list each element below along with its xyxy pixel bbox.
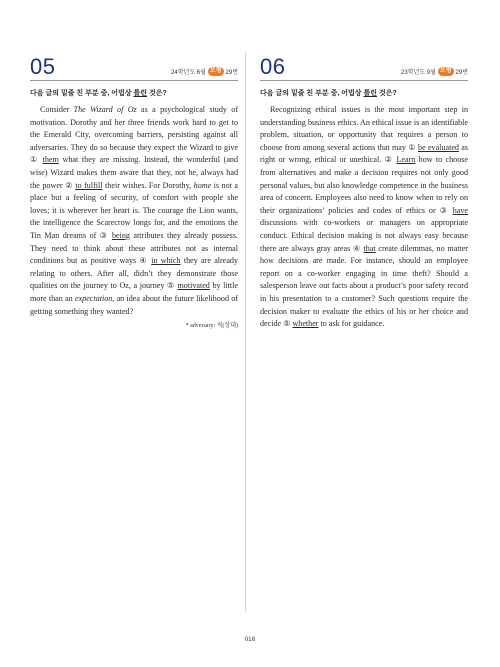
passage-text [260, 104, 468, 331]
question-header [260, 52, 468, 78]
passage-segment: is not a place but a feeling of security, of comfort with people she loves; it is wherever her heart is. The courage the Lion wants, the intelligence the Scarecrow longs for, and the emotions the Tin Man dreams of ③ [30, 180, 238, 240]
passage-segment: by little more than an [30, 281, 238, 303]
passage-segment: discussions with co-workers or managers on appropriate conduct. Ethical decision making is not always easy because there are always gray areas ④ [260, 218, 468, 253]
source-year: 23학년도 9월 [401, 70, 436, 76]
passage-segment: create dilemmas, no matter how decisions are made. For instance, should an employee report on a co-worker engaging in time theft? Should a salesperson leave out facts about a product’s poor safety record in his presentation to a customer? Such questions require the decision maker to evaluate the ethics of his or her choice and decide ⑤ [260, 243, 468, 329]
instruction-text-end: 것은? [377, 90, 397, 97]
source-badge: 모평 [209, 68, 222, 74]
question-instruction [30, 89, 238, 98]
instruction-text-end: 것은? [147, 90, 167, 97]
column-divider [245, 52, 246, 612]
passage-segment: what they are missing. Instead, the wonderful (and wise) Wizard makes them aware that they, not he, always had the power ② [30, 155, 239, 190]
question-source [401, 67, 468, 78]
header-rule [260, 80, 468, 81]
question-source [171, 67, 238, 78]
underlined-choice: them [42, 155, 59, 165]
underlined-choice: to fulfill [75, 180, 103, 190]
underlined-choice: Learn [396, 155, 416, 165]
passage-segment: as right or wrong, ethical or unethical. ② [260, 142, 469, 165]
underlined-choice: motivated [177, 281, 210, 291]
italic-phrase: The Wizard of Oz [73, 105, 137, 114]
passage-segment: to ask for guidance. [318, 319, 385, 329]
passage-text [30, 104, 238, 318]
question-number: 06 [260, 54, 286, 79]
question-06 [260, 52, 468, 331]
source-number: 29번 [455, 70, 468, 76]
footnote: * adversary: 적(상대) [185, 323, 238, 330]
underlined-choice: be evaluated [418, 142, 459, 152]
passage-segment: Consider [40, 105, 74, 114]
header-rule [30, 80, 238, 81]
question-05 [30, 52, 238, 329]
instruction-emphasis: 틀린 [363, 90, 377, 97]
question-header [30, 52, 238, 78]
italic-phrase: expectation [74, 293, 113, 303]
passage-segment: attributes they already possess. They need to think about these attributes not as internal conditions but as positive ways ④ [30, 230, 238, 266]
underlined-choice: being [111, 230, 130, 240]
source-year: 24학년도 6월 [171, 70, 206, 76]
passage-segment: , an idea about the future likelihood of getting something they wanted? [30, 293, 238, 316]
underlined-choice: whether [292, 319, 319, 329]
passage-segment: they are already relating to others. After all, didn’t they demonstrate those qualities on the journey to Oz, a journey ⑤ [30, 256, 239, 291]
italic-phrase: home [193, 180, 212, 190]
underlined-choice: have [452, 205, 468, 215]
underlined-choice: in which [151, 256, 181, 266]
instruction-text: 다음 글의 밑줄 친 부분 중, 어법상 [30, 90, 134, 97]
source-number: 29번 [225, 70, 238, 76]
passage-segment: as a psychological study of motivation. Dorothy and her three friends work hard to get to the Emerald City, overcoming barriers, persisting against all adversaries. They do so because they expect the Wizard to give ① [30, 105, 239, 165]
question-instruction [260, 89, 468, 98]
instruction-emphasis: 틀린 [133, 90, 147, 97]
question-number: 05 [30, 54, 56, 79]
source-badge: 모평 [439, 68, 452, 74]
passage-segment: how to choose from alternatives and make a decision requires not only good personal values, but also knowledge competence in the business area of concern. Employees also need to know when to rely on their organizations’ policies and codes of ethics or ③ [260, 155, 469, 215]
instruction-text: 다음 글의 밑줄 친 부분 중, 어법상 [260, 90, 364, 97]
passage-segment: Recognizing ethical issues is the most important step in understanding business ethics. An ethical issue is an identifiable problem, situation, or opportunity that requires a person to choose from among several actions that may ① [260, 105, 468, 152]
passage-segment: their wishes. For Dorothy, [102, 180, 194, 190]
page-number: 016 [244, 636, 256, 643]
underlined-choice: that [363, 243, 376, 253]
